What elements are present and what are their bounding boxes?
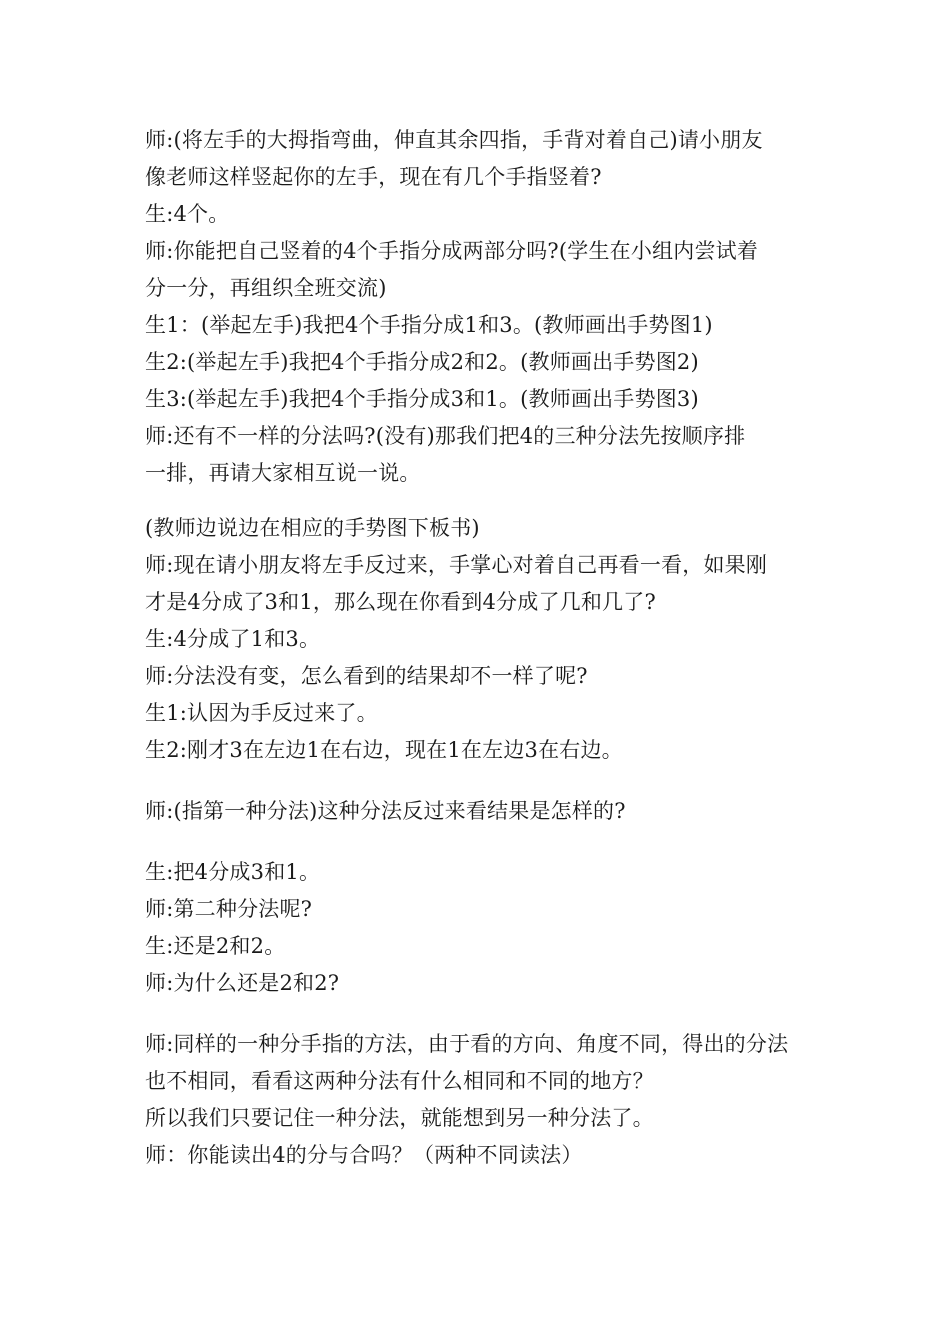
text-line: 生:4分成了1和3。 [145, 627, 321, 651]
text-line: 师:(将左手的大拇指弯曲，伸直其余四指，手背对着自己)请小朋友 [145, 128, 763, 152]
text-line: 生1:认因为手反过来了。 [145, 701, 378, 725]
text-line: 才是4分成了3和1，那么现在你看到4分成了几和几了? [145, 590, 656, 614]
text-line: 生:4个。 [145, 202, 230, 226]
text-line: 生1：(举起左手)我把4个手指分成1和3。(教师画出手势图1) [145, 313, 713, 337]
text-line: 一排，再请大家相互说一说。 [145, 461, 421, 485]
text-line: 师:还有不一样的分法吗?(没有)那我们把4的三种分法先按顺序排 [145, 424, 746, 448]
text-line: 师:(指第一种分法)这种分法反过来看结果是怎样的? [145, 799, 626, 823]
text-line: 也不相同，看看这两种分法有什么相同和不同的地方？ [145, 1069, 654, 1093]
text-line: 师:分法没有变，怎么看到的结果却不一样了呢? [145, 664, 588, 688]
text-line: (教师边说边在相应的手势图下板书) [145, 516, 480, 540]
text-line: 所以我们只要记住一种分法，就能想到另一种分法了。 [145, 1106, 654, 1130]
document-body [145, 122, 815, 1174]
text-line: 师:你能把自己竖着的4个手指分成两部分吗?(学生在小组内尝试着 [145, 239, 759, 263]
paragraph-gap [145, 830, 815, 854]
paragraph-gap [145, 769, 815, 793]
paragraph-gap [145, 1002, 815, 1026]
paragraph-gap [145, 492, 815, 510]
text-line: 分一分，再组织全班交流) [145, 276, 387, 300]
text-line: 生2:(举起左手)我把4个手指分成2和2。(教师画出手势图2) [145, 350, 699, 374]
text-line: 师:同样的一种分手指的方法，由于看的方向、角度不同，得出的分法 [145, 1032, 789, 1056]
text-line: 师:为什么还是2和2? [145, 971, 340, 995]
text-line: 师：你能读出4的分与合吗？（两种不同读法） [145, 1143, 583, 1167]
text-line: 师:现在请小朋友将左手反过来，手掌心对着自己再看一看，如果刚 [145, 553, 768, 577]
text-line: 生:还是2和2。 [145, 934, 286, 958]
text-line: 生:把4分成3和1。 [145, 860, 321, 884]
text-line: 师:第二种分法呢? [145, 897, 313, 921]
text-line: 生2:刚才3在左边1在右边，现在1在左边3在右边。 [145, 738, 623, 762]
text-line: 像老师这样竖起你的左手，现在有几个手指竖着? [145, 165, 602, 189]
text-line: 生3:(举起左手)我把4个手指分成3和1。(教师画出手势图3) [145, 387, 699, 411]
